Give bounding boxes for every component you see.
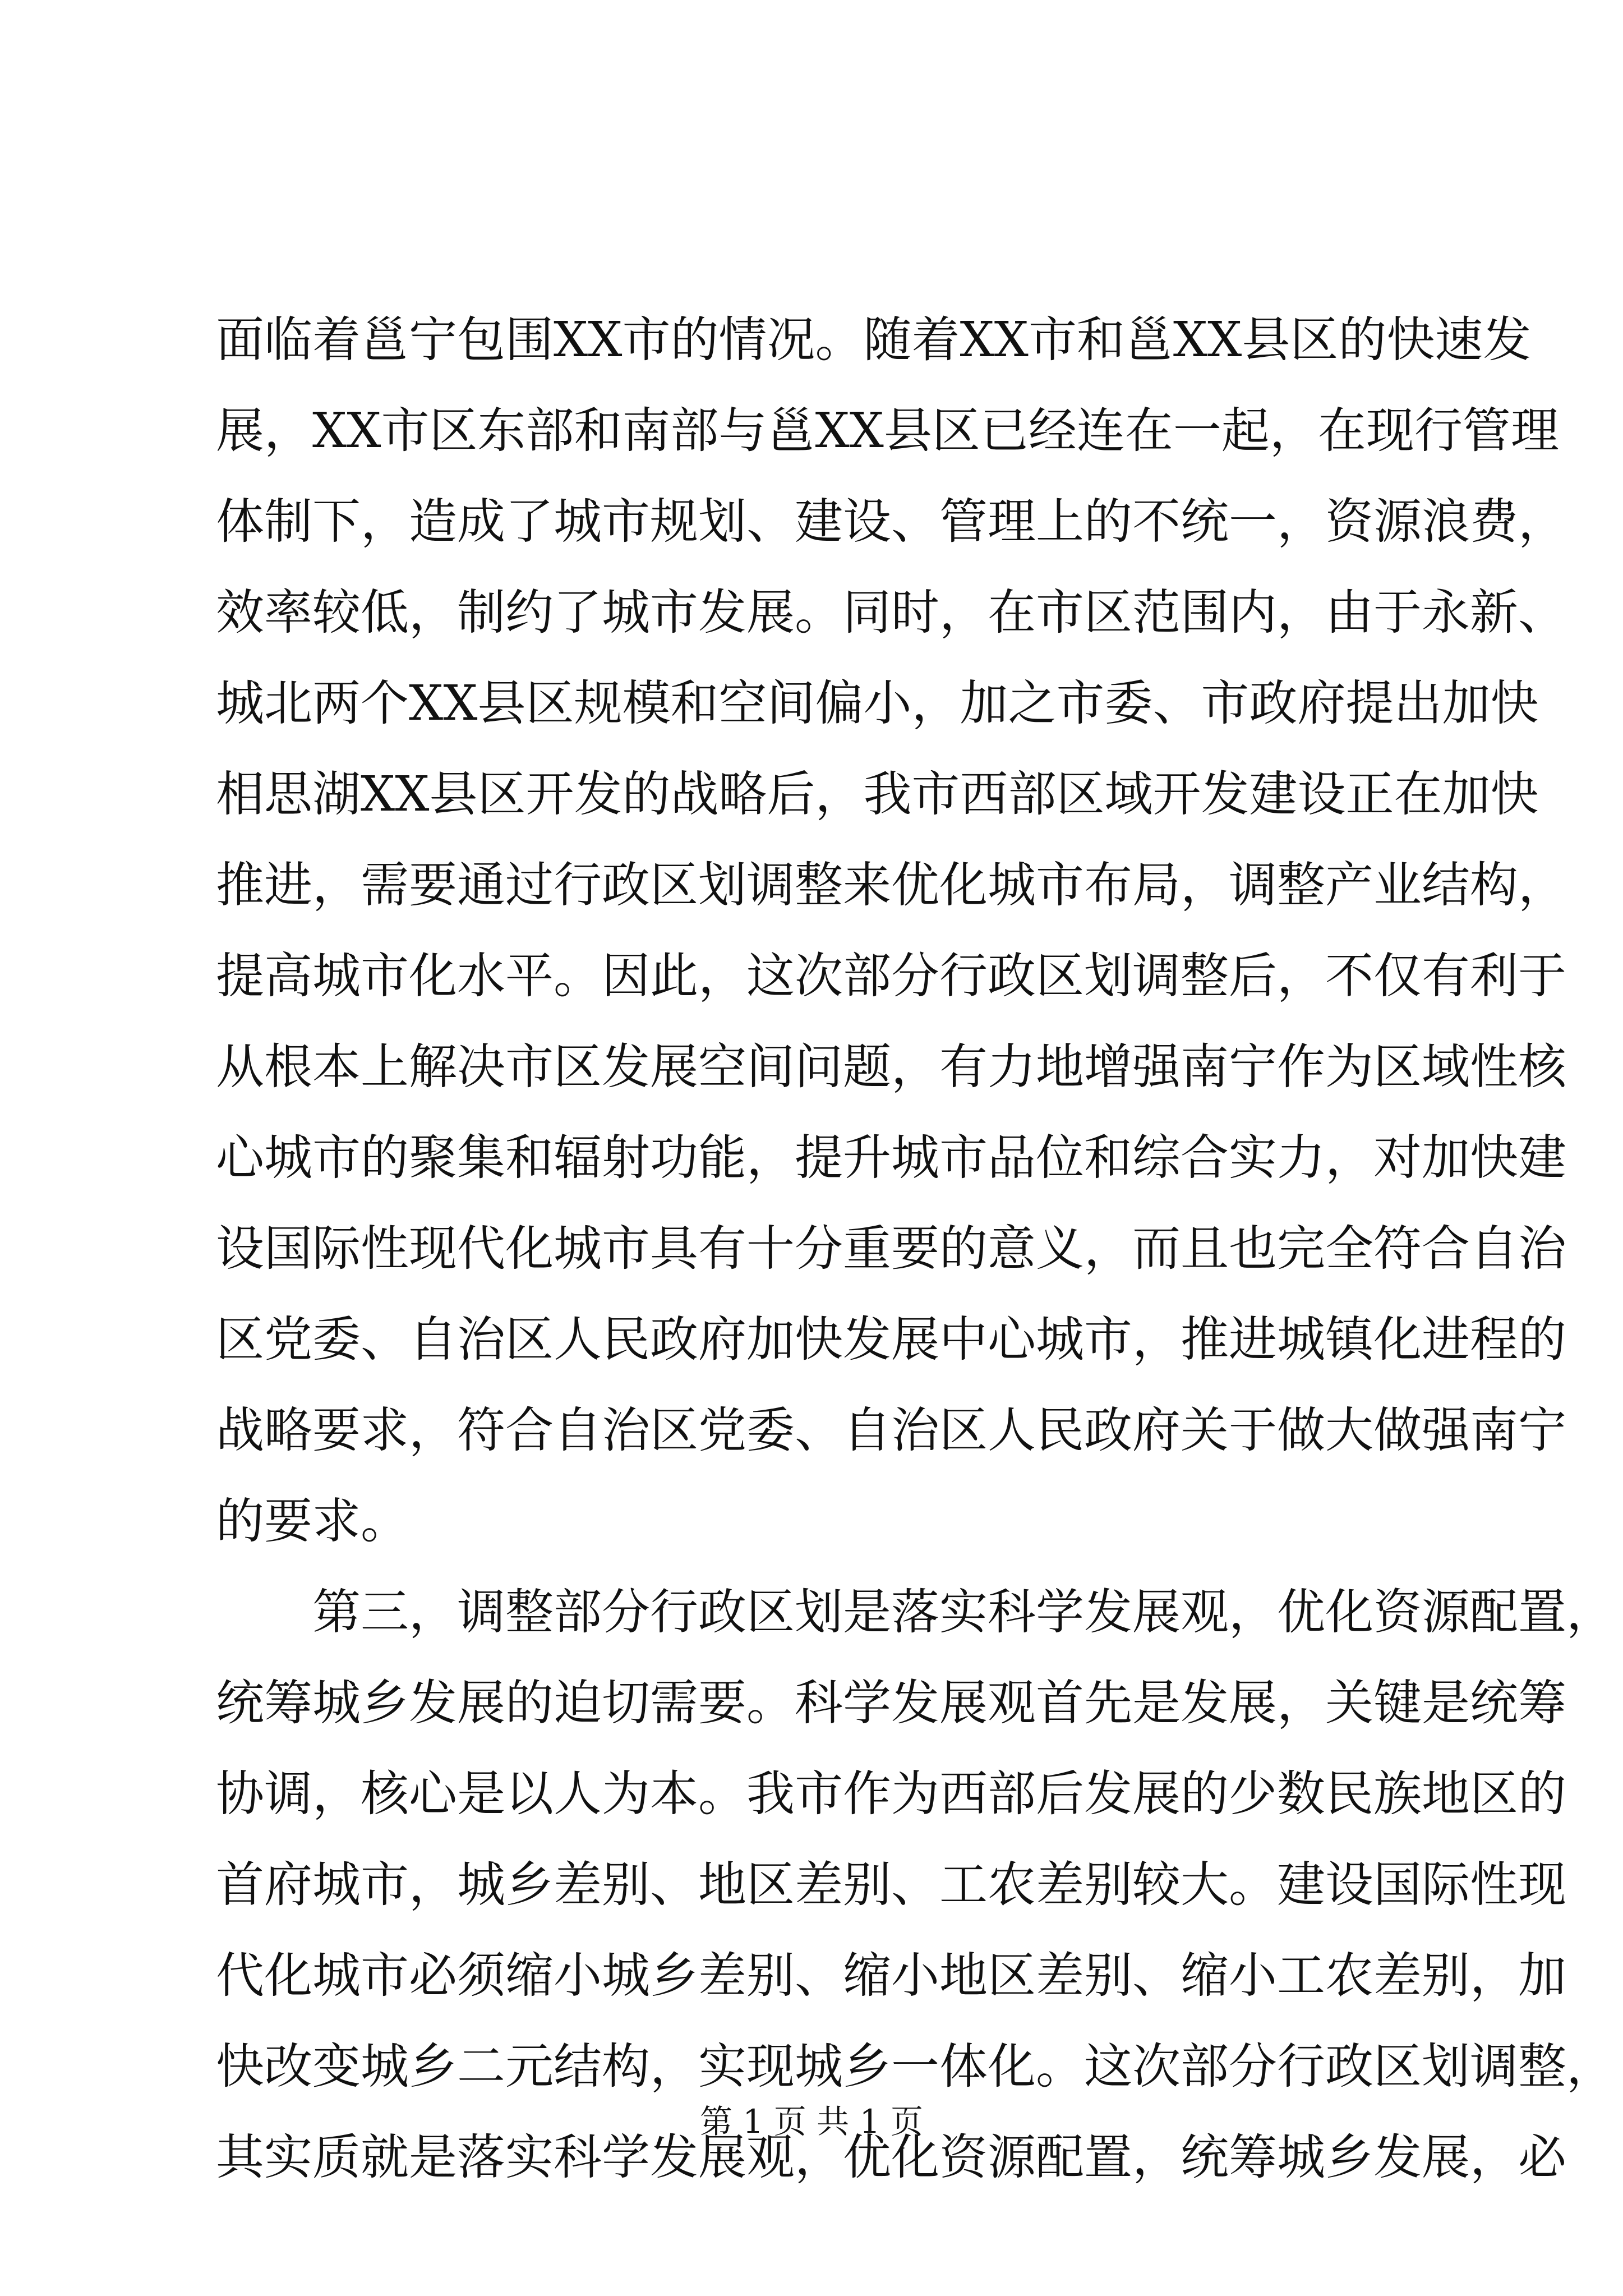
text-line: 首府城市，城乡差别、地区差别、工农差别较大。建设国际性现 (216, 1857, 1566, 1913)
paragraph-1 (216, 295, 1566, 1567)
text-line: 相思湖XX县区开发的战略后，我市西部区域开发建设正在加快 (216, 766, 1539, 822)
document-body (216, 295, 1615, 2203)
text-line: 快改变城乡二元结构，实现城乡一体化。这次部分行政区划调整， (216, 2039, 1615, 2095)
text-line: 第三，调整部分行政区划是落实科学发展观，优化资源配置， (312, 1584, 1615, 1640)
text-line: 城北两个XX县区规模和空间偏小，加之市委、市政府提出加快 (216, 675, 1539, 731)
text-line: 展，XX市区东部和南部与邕XX县区已经连在一起，在现行管理 (216, 403, 1559, 459)
text-line: 提高城市化水平。因此，这次部分行政区划调整后，不仅有利于 (216, 948, 1566, 1004)
text-line: 从根本上解决市区发展空间问题，有力地增强南宁作为区域性核 (216, 1039, 1566, 1095)
text-line: 代化城市必须缩小城乡差别、缩小地区差别、缩小工农差别，加 (216, 1948, 1566, 2004)
text-line: 面临着邕宁包围XX市的情况。随着XX市和邕XX县区的快速发 (216, 312, 1532, 368)
text-line: 战略要求，符合自治区党委、自治区人民政府关于做大做强南宁 (216, 1402, 1566, 1458)
text-line: 设国际性现代化城市具有十分重要的意义，而且也完全符合自治 (216, 1221, 1566, 1277)
text-line: 效率较低，制约了城市发展。同时，在市区范围内，由于永新、 (216, 585, 1566, 641)
text-line: 区党委、自治区人民政府加快发展中心城市，推进城镇化进程的 (216, 1312, 1566, 1368)
text-line: 的要求。 (216, 1493, 409, 1549)
text-line: 其实质就是落实科学发展观，优化资源配置，统筹城乡发展，必 (216, 2129, 1566, 2185)
page-footer: 第 1 页 共 1 页 (700, 2102, 923, 2141)
text-line: 协调，核心是以人为本。我市作为西部后发展的少数民族地区的 (216, 1766, 1566, 1822)
text-line: 推进，需要通过行政区划调整来优化城市布局，调整产业结构， (216, 857, 1566, 913)
text-line: 统筹城乡发展的迫切需要。科学发展观首先是发展，关键是统筹 (216, 1675, 1566, 1731)
text-line: 体制下，造成了城市规划、建设、管理上的不统一，资源浪费， (216, 494, 1566, 550)
text-line: 心城市的聚集和辐射功能，提升城市品位和综合实力，对加快建 (216, 1130, 1566, 1186)
